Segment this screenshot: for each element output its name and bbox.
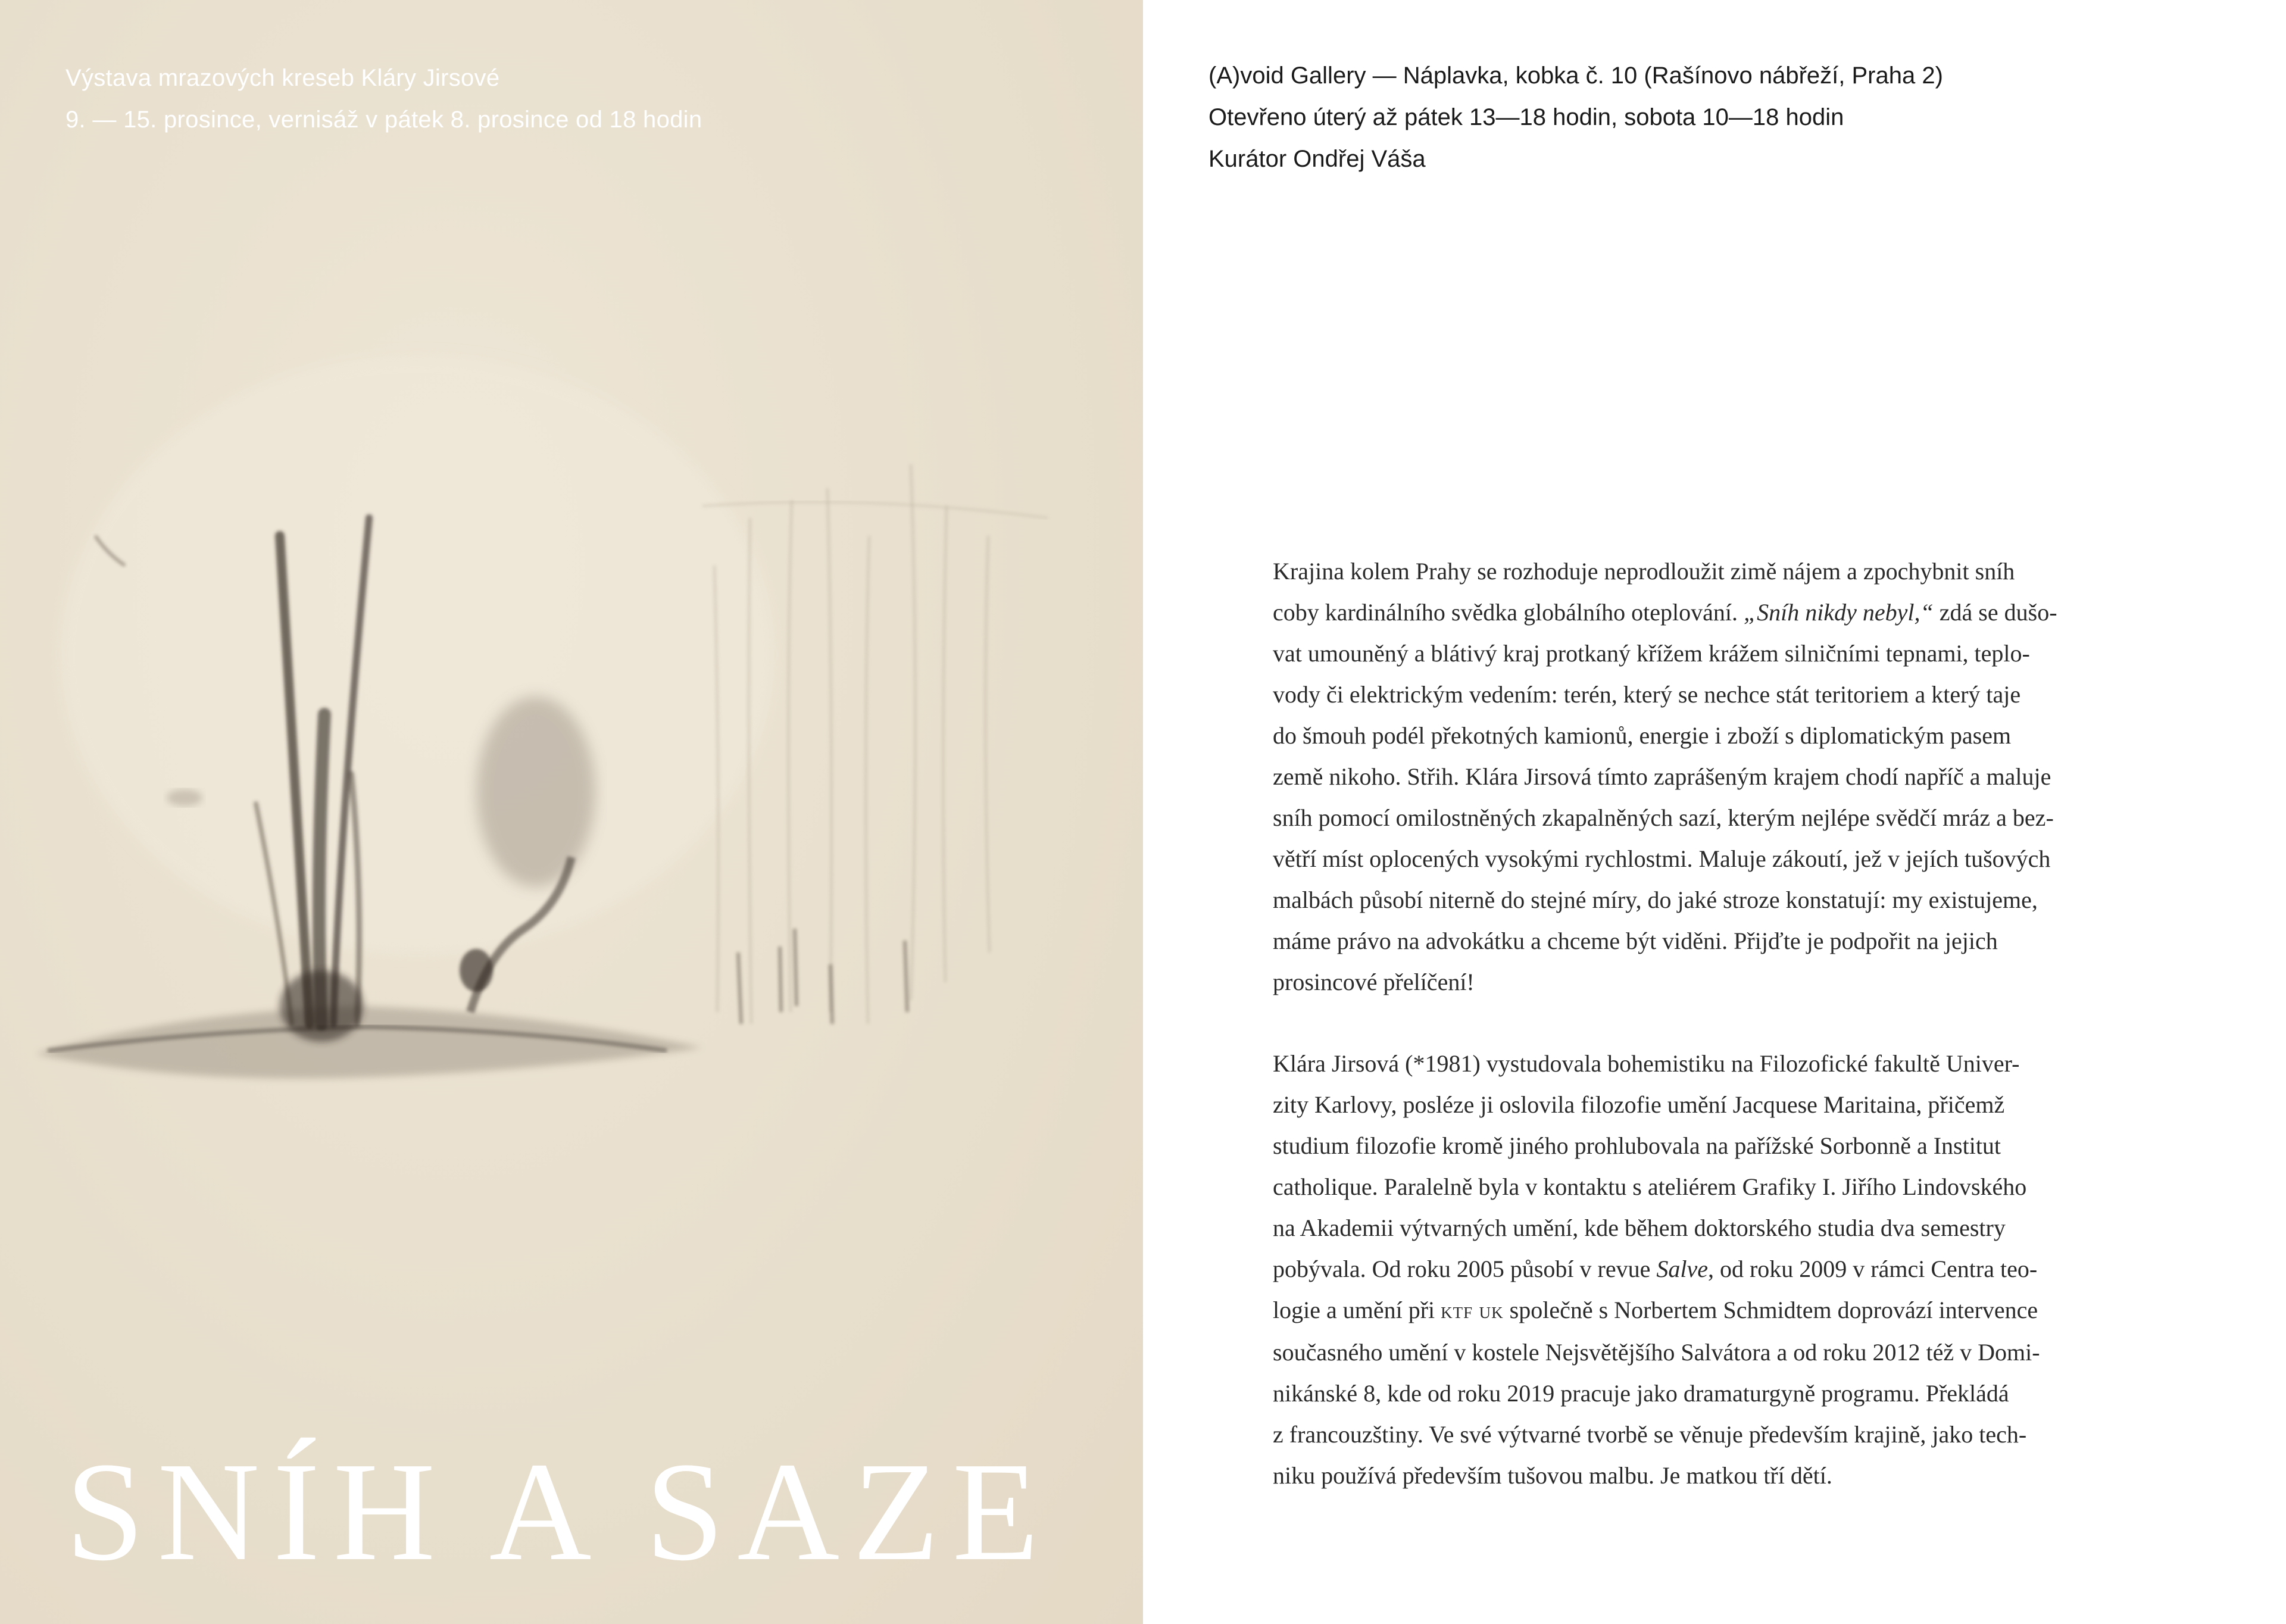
- text-line: větří míst oplocených vysokými rychlostmi. Maluje zákoutí, jež v jejích tušových: [1273, 845, 2051, 872]
- text-line: prosincové přelíčení!: [1273, 969, 1475, 995]
- text-line: [1273, 1289, 2207, 1332]
- text-line: nikánské 8, kde od roku 2019 pracuje jako dramaturgyně programu. Překládá: [1273, 1380, 2009, 1407]
- exhibition-dates: 9. — 15. prosince, vernisáž v pátek 8. prosince od 18 hodin: [65, 107, 702, 133]
- gallery-address: (A)void Gallery — Náplavka, kobka č. 10 (Rašínovo nábřeží, Praha 2): [1208, 63, 1943, 89]
- text-span: coby kardinálního svědka globálního oteplování.: [1273, 599, 1744, 626]
- text-line: [1273, 1248, 2207, 1289]
- text-line: vat umouněný a blátivý kraj protkaný křížem krážem silničními tepnami, teplo-: [1273, 640, 2030, 667]
- text-line: na Akademii výtvarných umění, kde během doktorského studia dva semestry: [1273, 1214, 2006, 1241]
- text-line: catholique. Paralelně byla v kontaktu s ateliérem Grafiky I. Jiřího Lindovského: [1273, 1173, 2027, 1200]
- text-line: malbách působí niterně do stejné míry, do jaké stroze konstatují: my existujeme,: [1273, 886, 2038, 913]
- text-line: současného umění v kostele Nejsvětějšího Salvátora a od roku 2012 též v Domi-: [1273, 1339, 2040, 1366]
- quote: „Sníh nikdy nebyl,“: [1743, 599, 1934, 626]
- text-line: zity Karlovy, posléze ji oslovila filozofie umění Jacquese Maritaina, přičemž: [1273, 1091, 2005, 1118]
- text-span: zdá se dušo-: [1933, 599, 2057, 626]
- text-line: [1273, 592, 2207, 633]
- text-span: společně s Norbertem Schmidtem doprovází intervence: [1503, 1297, 2038, 1323]
- text-line: sníh pomocí omilostněných zkapalněných sazí, kterým nejlépe svědčí mráz a bez-: [1273, 804, 2054, 831]
- text-span: , od roku 2009 v rámci Centra teo-: [1707, 1256, 2038, 1282]
- text-line: vody či elektrickým vedením: terén, který se nechce stát teritoriem a který taje: [1273, 681, 2021, 708]
- text-line: niku používá především tušovou malbu. Je matkou tří dětí.: [1273, 1462, 1832, 1489]
- opening-hours: Otevřeno úterý až pátek 13—18 hodin, sobota 10—18 hodin: [1208, 104, 1844, 130]
- text-span: pobývala. Od roku 2005 působí v revue: [1273, 1256, 1657, 1282]
- curator: Kurátor Ondřej Váša: [1208, 146, 1426, 172]
- gallery-info: [1208, 55, 1943, 180]
- text-line: máme právo na advokátku a chceme být viděni. Přijďte je podpořit na jejich: [1273, 927, 1998, 954]
- institution-abbrev: ktf uk: [1441, 1298, 1504, 1323]
- journal-title: Salve: [1656, 1256, 1708, 1282]
- text-line: do šmouh podél překotných kamionů, energie i zboží s diplomatickým pasem: [1273, 722, 2012, 749]
- description-paragraph: [1273, 551, 2207, 1002]
- text-line: z francouzštiny. Ve své výtvarné tvorbě se věnuje především krajině, jako tech-: [1273, 1421, 2027, 1448]
- exhibition-title: SNÍH A SAZE: [65, 1434, 1052, 1590]
- exhibition-subtitle: Výstava mrazových kreseb Kláry Jirsové: [65, 65, 500, 91]
- text-line: Klára Jirsová (*1981) vystudovala bohemistiku na Filozofické fakultě Univer-: [1273, 1050, 2020, 1077]
- text-line: země nikoho. Střih. Klára Jirsová tímto zaprášeným krajem chodí napříč a maluje: [1273, 763, 2051, 790]
- text-line: studium filozofie kromě jiného prohlubovala na pařížské Sorbonně a Institut: [1273, 1132, 2001, 1159]
- text-span: logie a umění při: [1273, 1297, 1441, 1323]
- text-line: Krajina kolem Prahy se rozhoduje neprodloužit zimě nájem a zpochybnit sníh: [1273, 558, 2015, 585]
- exhibition-info: [65, 57, 702, 140]
- artist-bio-paragraph: [1273, 1043, 2207, 1496]
